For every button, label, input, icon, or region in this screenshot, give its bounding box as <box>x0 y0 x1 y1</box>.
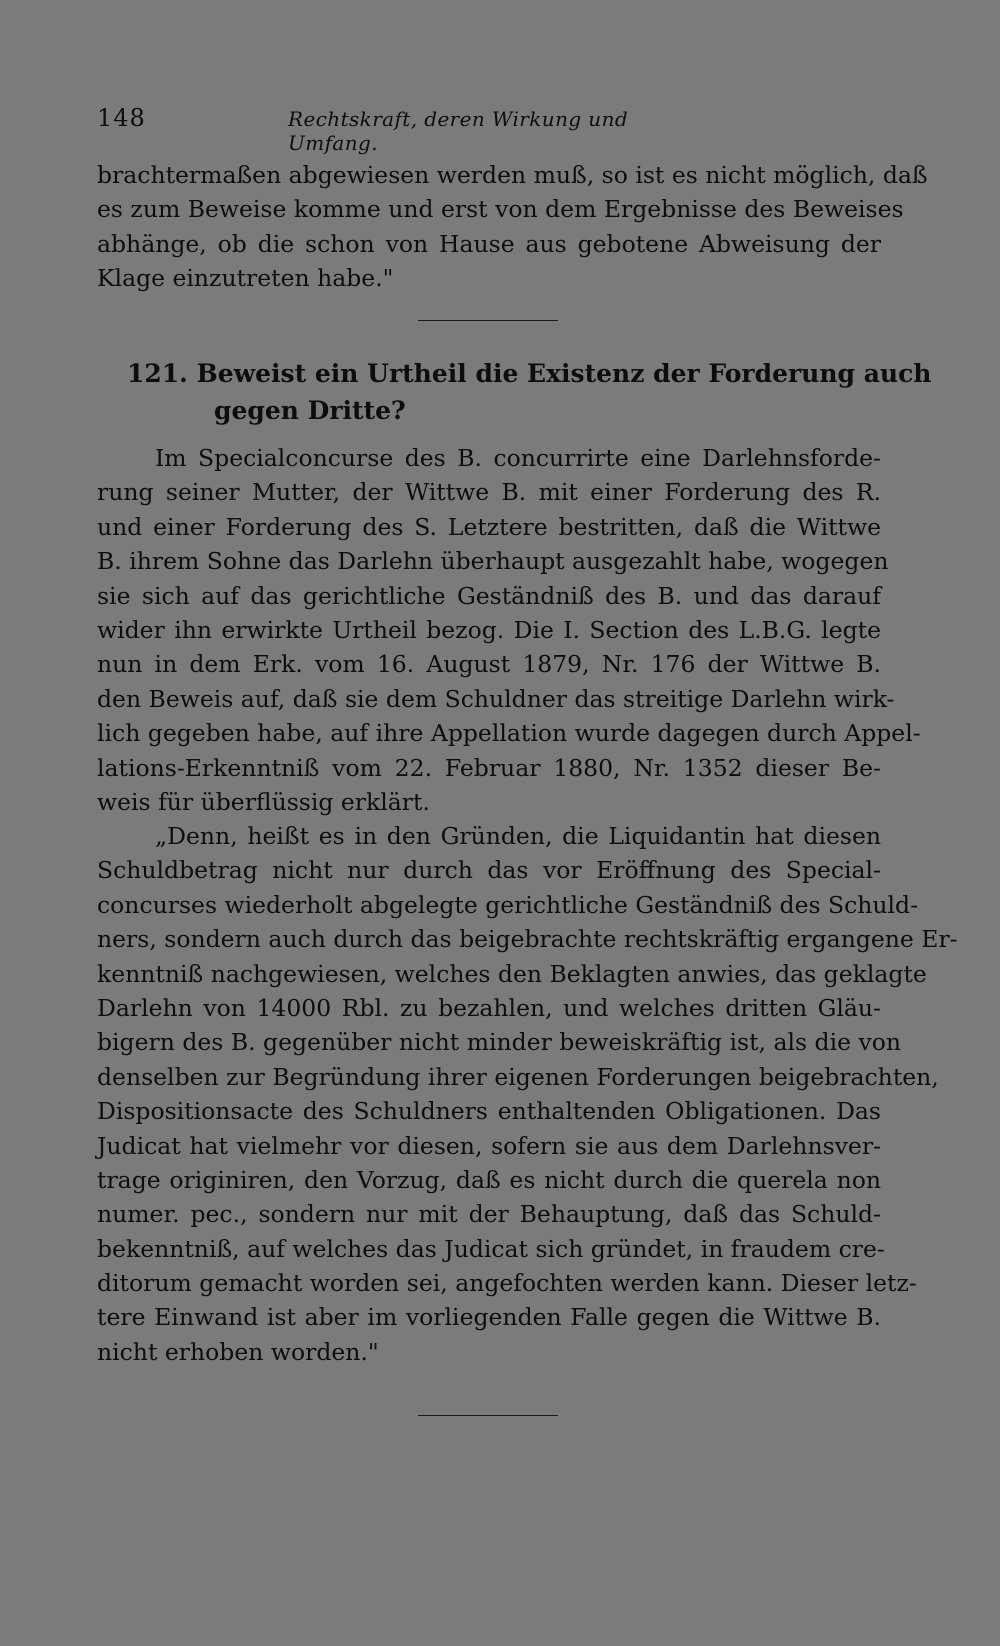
text-line: numer. pec., sondern nur mit der Behauptung, daß das Schuld- <box>97 1200 881 1229</box>
text-line: und einer Forderung des S. Letztere bestritten, daß die Wittwe <box>97 512 881 541</box>
section-divider-top <box>418 320 558 321</box>
running-head: Rechtskraft, deren Wirkung und Umfang. <box>288 107 629 155</box>
text-line: ners, sondern auch durch das beigebrachte rechtskräftig ergangene Er- <box>97 925 958 954</box>
text-line: bigern des B. gegenüber nicht minder beweiskräftig ist, als die von <box>97 1028 902 1057</box>
text-line: B. ihrem Sohne das Darlehn überhaupt ausgezahlt habe, wogegen <box>97 547 889 576</box>
text-line: nicht erhoben worden." <box>97 1337 379 1366</box>
text-line: den Beweis auf, daß sie dem Schuldner das streitige Darlehn wirk- <box>97 684 895 713</box>
text-line: ditorum gemacht worden sei, angefochten werden kann. Dieser letz- <box>97 1269 917 1298</box>
text-line: es zum Beweise komme und erst von dem Ergebnisse des Beweises <box>97 195 904 224</box>
section-heading-line: 121. Beweist ein Urtheil die Existenz der Forderung auch <box>127 359 932 388</box>
section-heading-line: gegen Dritte? <box>214 396 406 425</box>
text-line: wider ihn erwirkte Urtheil bezog. Die I. Section des L.B.G. legte <box>97 615 881 644</box>
page-header <box>97 104 690 155</box>
text-line: Judicat hat vielmehr vor diesen, sofern sie aus dem Darlehnsver- <box>97 1131 881 1160</box>
text-line: trage originiren, den Vorzug, daß es nicht durch die querela non <box>97 1165 881 1194</box>
text-line: lich gegeben habe, auf ihre Appellation wurde dagegen durch Appel- <box>97 719 921 748</box>
text-line: Im Specialconcurse des B. concurrirte eine Darlehnsforde- <box>155 444 881 472</box>
paragraph-2 <box>97 819 958 1369</box>
text-line: kenntniß nachgewiesen, welches den Beklagten anwies, das geklagte <box>97 959 927 988</box>
page-number: 148 <box>97 104 146 132</box>
text-line: „Denn, heißt es in den Gründen, die Liquidantin hat diesen <box>155 822 881 850</box>
text-line: rung seiner Mutter, der Wittwe B. mit einer Forderung des R. <box>97 478 881 507</box>
text-line: nun in dem Erk. vom 16. August 1879, Nr. 176 der Wittwe B. <box>97 650 881 679</box>
text-line: sie sich auf das gerichtliche Geständniß des B. und das darauf <box>97 581 881 610</box>
section-heading <box>127 355 932 429</box>
text-line: concurses wiederholt abgelegte gerichtliche Geständniß des Schuld- <box>97 890 919 919</box>
text-line: bekenntniß, auf welches das Judicat sich gründet, in fraudem cre- <box>97 1234 885 1263</box>
top-paragraph <box>97 158 928 296</box>
text-line: Klage einzutreten habe." <box>97 264 394 293</box>
end-divider <box>418 1415 558 1416</box>
text-line: Darlehn von 14000 Rbl. zu bezahlen, und welches dritten Gläu- <box>97 993 881 1022</box>
text-line: denselben zur Begründung ihrer eigenen Forderungen beigebrachten, <box>97 1062 939 1091</box>
text-line: lations-Erkenntniß vom 22. Februar 1880, Nr. 1352 dieser Be- <box>97 753 881 782</box>
text-line: tere Einwand ist aber im vorliegenden Falle gegen die Wittwe B. <box>97 1303 881 1332</box>
text-line: weis für überflüssig erklärt. <box>97 787 430 816</box>
text-line: brachtermaßen abgewiesen werden muß, so ist es nicht möglich, daß <box>97 161 928 189</box>
text-line: Schuldbetrag nicht nur durch das vor Eröffnung des Special- <box>97 856 881 885</box>
text-line: abhänge, ob die schon von Hause aus gebotene Abweisung der <box>97 229 881 258</box>
paragraph-1 <box>97 441 921 819</box>
text-line: Dispositionsacte des Schuldners enthaltenden Obligationen. Das <box>97 1097 881 1126</box>
